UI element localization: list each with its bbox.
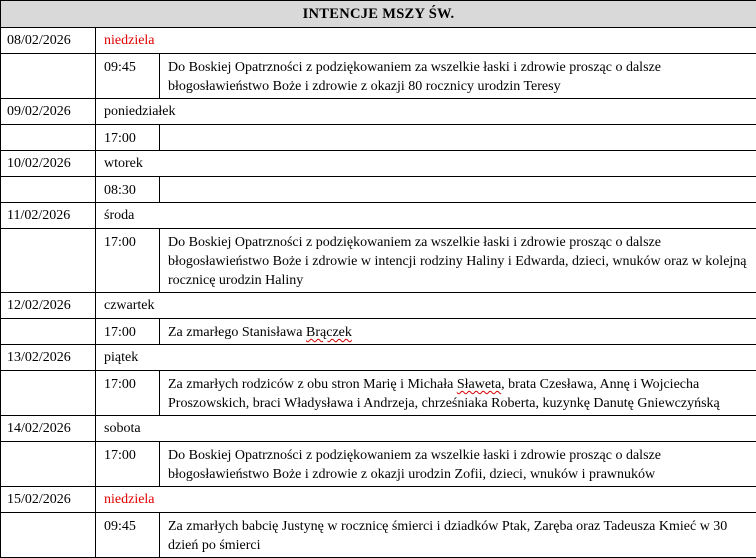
day-date: 13/02/2026 [1, 345, 96, 371]
mass-intention [160, 125, 756, 151]
day-weekday: piątek [96, 345, 756, 371]
day-row [1, 487, 756, 513]
mass-intention: Za zmarłych rodziców z obu stron Marię i Michała Sławeta, brata Czesława, Annę i Wojciecha Proszowskich, braci Władysława i Andrzeja, chrześniaka Roberta, kuzynkę Danutę Gniewczyńską [160, 371, 756, 416]
mass-row [1, 54, 756, 99]
empty-date-cell [1, 54, 96, 99]
day-date: 15/02/2026 [1, 487, 96, 513]
mass-row [1, 371, 756, 416]
day-weekday: poniedziałek [96, 99, 756, 125]
title-row [1, 1, 756, 28]
mass-row [1, 319, 756, 345]
day-row [1, 28, 756, 54]
mass-intention: Za zmarłego Stanisława Brączek [160, 319, 756, 345]
mass-time: 17:00 [96, 125, 160, 151]
mass-time: 17:00 [96, 442, 160, 487]
mass-time: 09:45 [96, 513, 160, 558]
spellcheck-word: Sławeta [457, 377, 501, 392]
day-date: 08/02/2026 [1, 28, 96, 54]
day-weekday: niedziela [96, 28, 756, 54]
day-date: 10/02/2026 [1, 151, 96, 177]
spellcheck-word: Brączek [306, 325, 352, 340]
empty-date-cell [1, 371, 96, 416]
mass-intention [160, 177, 756, 203]
mass-intention: Do Boskiej Opatrzności z podziękowaniem za wszelkie łaski i zdrowie prosząc o dalsze błogosławieństwo Boże i zdrowie z okazji 80 rocznicy urodzin Teresy [160, 54, 756, 99]
mass-row [1, 125, 756, 151]
mass-row [1, 513, 756, 558]
day-weekday: czwartek [96, 293, 756, 319]
day-row [1, 293, 756, 319]
day-row [1, 151, 756, 177]
day-row [1, 99, 756, 125]
mass-intention: Do Boskiej Opatrzności z podziękowaniem za wszelkie łaski i zdrowie prosząc o dalsze błogosławieństwo Boże i zdrowie w intencji rodziny Haliny i Edwarda, dzieci, wnuków oraz w kolejną rocznicę urodzin Haliny [160, 229, 756, 293]
mass-row [1, 177, 756, 203]
mass-time: 08:30 [96, 177, 160, 203]
mass-time: 17:00 [96, 229, 160, 293]
day-weekday: niedziela [96, 487, 756, 513]
day-date: 11/02/2026 [1, 203, 96, 229]
day-date: 09/02/2026 [1, 99, 96, 125]
day-row [1, 345, 756, 371]
empty-date-cell [1, 229, 96, 293]
mass-intention: Do Boskiej Opatrzności z podziękowaniem za wszelkie łaski i zdrowie prosząc o dalsze błogosławieństwo Boże i zdrowie z okazji urodzin Zofii, dzieci, wnuków i prawnuków [160, 442, 756, 487]
mass-row [1, 229, 756, 293]
page-title: INTENCJE MSZY ŚW. [1, 1, 756, 28]
empty-date-cell [1, 442, 96, 487]
day-weekday: sobota [96, 416, 756, 442]
day-row [1, 416, 756, 442]
day-weekday: środa [96, 203, 756, 229]
empty-date-cell [1, 319, 96, 345]
mass-row [1, 442, 756, 487]
day-row [1, 203, 756, 229]
empty-date-cell [1, 125, 96, 151]
empty-date-cell [1, 513, 96, 558]
day-date: 12/02/2026 [1, 293, 96, 319]
day-weekday: wtorek [96, 151, 756, 177]
empty-date-cell [1, 177, 96, 203]
mass-time: 17:00 [96, 319, 160, 345]
day-date: 14/02/2026 [1, 416, 96, 442]
mass-intention: Za zmarłych babcię Justynę w rocznicę śmierci i dziadków Ptak, Zaręba oraz Tadeusza Kmieć w 30 dzień po śmierci [160, 513, 756, 558]
mass-time: 17:00 [96, 371, 160, 416]
schedule-body [1, 28, 756, 558]
mass-time: 09:45 [96, 54, 160, 99]
